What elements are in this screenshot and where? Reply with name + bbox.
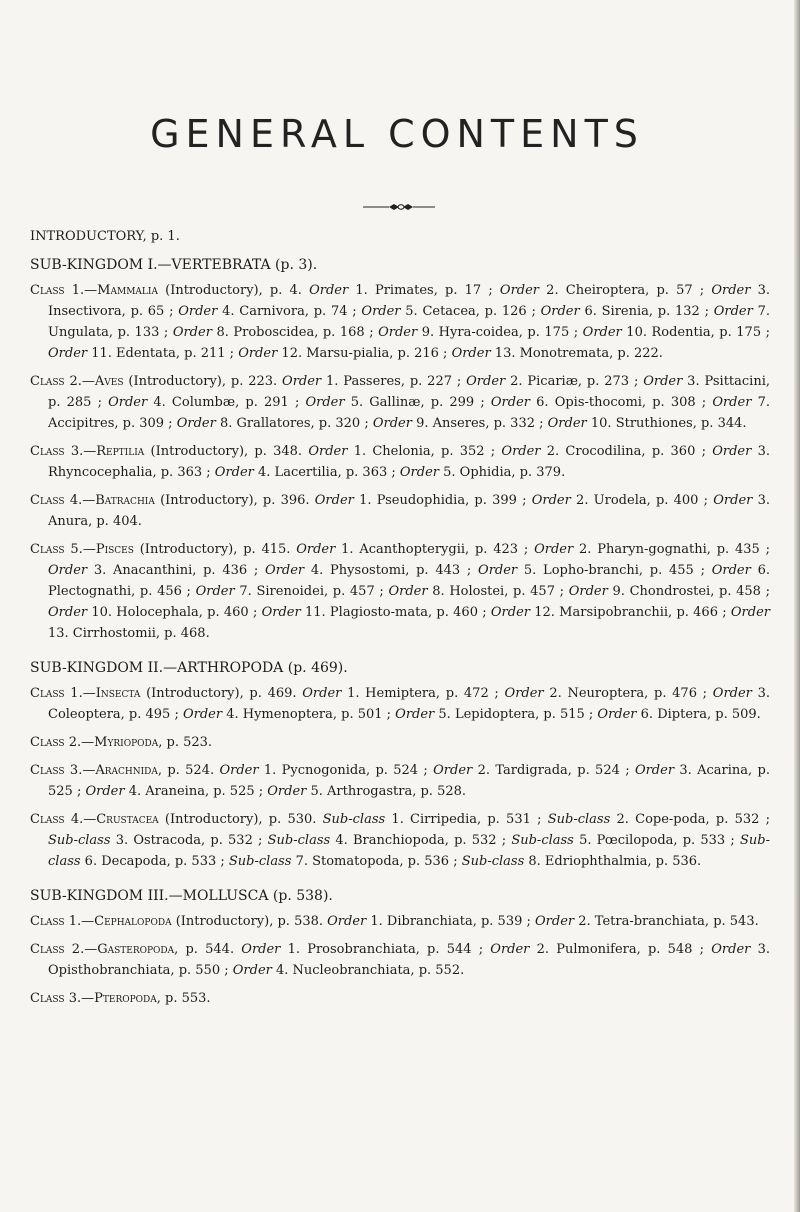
order-keyword: Order xyxy=(490,395,530,410)
contents-body xyxy=(30,226,770,1016)
class-text: , p. 524. xyxy=(157,763,220,778)
order-text: 6. Opis-thocomi, p. 308 ; xyxy=(530,395,713,410)
order-keyword: Order xyxy=(302,686,342,701)
order-text: 4. Physostomi, p. 443 ; xyxy=(304,563,479,578)
order-text: 5. Lopho-branchi, p. 455 ; xyxy=(517,563,712,578)
order-text: 7. Accipitres, p. 309 ; xyxy=(48,395,770,431)
class-entry xyxy=(30,441,770,483)
order-text: 4. Araneina, p. 525 ; xyxy=(124,784,268,799)
order-keyword: Order xyxy=(108,395,148,410)
order-text: 6. Diptera, p. 509. xyxy=(636,707,761,722)
class-entry xyxy=(30,490,770,532)
order-keyword: Order xyxy=(48,563,88,578)
order-text: 2. Picariæ, p. 273 ; xyxy=(505,374,644,389)
order-keyword: Order xyxy=(712,444,752,459)
class-text: , p. 544. xyxy=(174,942,242,957)
order-text: 5. Pœcilopoda, p. 533 ; xyxy=(573,833,740,848)
order-text: 6. Sirenia, p. 132 ; xyxy=(579,304,714,319)
order-text: 1. Hemiptera, p. 472 ; xyxy=(341,686,505,701)
class-label: Class 3.— xyxy=(30,991,95,1006)
order-text: 2. Crocodilina, p. 360 ; xyxy=(540,444,713,459)
class-entry xyxy=(30,911,770,932)
class-text: (Introductory), p. 396. xyxy=(154,493,315,508)
subkingdom-heading: SUB-KINGDOM II.—ARTHROPODA (p. 469). xyxy=(30,660,348,676)
order-keyword: Order xyxy=(305,395,345,410)
order-keyword: Order xyxy=(314,493,354,508)
class-name: Pisces xyxy=(95,542,134,557)
class-label: Class 3.— xyxy=(30,444,97,459)
class-label: Class 2.— xyxy=(30,942,98,957)
order-keyword: Order xyxy=(490,605,530,620)
order-keyword: Order xyxy=(241,942,281,957)
order-keyword: Order xyxy=(466,374,506,389)
order-keyword: Sub-class xyxy=(48,833,111,848)
order-keyword: Order xyxy=(282,374,322,389)
class-label: Class 2.— xyxy=(30,735,95,750)
order-text: 3. Ostracoda, p. 532 ; xyxy=(110,833,268,848)
order-text: 12. Marsipobranchii, p. 466 ; xyxy=(529,605,731,620)
order-text: 3. Opisthobranchiata, p. 550 ; xyxy=(48,942,770,978)
class-text: (Introductory), p. 530. xyxy=(158,812,323,827)
order-text: 1. Primates, p. 17 ; xyxy=(348,283,500,298)
order-text: 3. Insectivora, p. 65 ; xyxy=(48,283,771,319)
page-title: GENERAL CONTENTS xyxy=(150,112,644,156)
order-text: 4. Columbæ, p. 291 ; xyxy=(147,395,306,410)
order-keyword: Order xyxy=(547,416,587,431)
order-keyword: Order xyxy=(195,584,235,599)
order-keyword: Order xyxy=(378,325,418,340)
order-text: 3. Acarina, p. 525 ; xyxy=(48,763,770,799)
class-text: (Introductory), p. 223. xyxy=(123,374,283,389)
class-entry xyxy=(30,539,770,644)
class-name: Pteropoda xyxy=(94,991,157,1006)
order-keyword: Order xyxy=(582,325,622,340)
class-name: Arachnida xyxy=(95,763,158,778)
order-text: 3. Anacanthini, p. 436 ; xyxy=(87,563,266,578)
class-name: Aves xyxy=(94,374,124,389)
order-keyword: Sub-class xyxy=(228,854,292,869)
order-keyword: Order xyxy=(597,707,637,722)
order-text: 4. Carnivora, p. 74 ; xyxy=(217,304,362,319)
class-label: Class 2.— xyxy=(30,374,95,389)
class-entry xyxy=(30,809,770,872)
order-text: 5. Gallinæ, p. 299 ; xyxy=(344,395,491,410)
order-keyword: Order xyxy=(531,493,571,508)
class-entry xyxy=(30,988,770,1009)
order-text: 3. Anura, p. 404. xyxy=(48,493,770,529)
order-keyword: Order xyxy=(309,283,349,298)
order-keyword: Sub-class xyxy=(547,812,611,827)
order-text: 13. Cirrhostomii, p. 468. xyxy=(48,626,210,641)
order-text: 5. Cetacea, p. 126 ; xyxy=(400,304,541,319)
order-text: 13. Monotremata, p. 222. xyxy=(490,346,663,361)
order-keyword: Order xyxy=(534,542,574,557)
class-entry xyxy=(30,939,770,981)
order-keyword: Order xyxy=(713,304,753,319)
class-name: Mammalia xyxy=(97,283,158,298)
class-text: (Introductory), p. 415. xyxy=(133,542,297,557)
order-text: 7. Stomatopoda, p. 536 ; xyxy=(291,854,462,869)
order-keyword: Order xyxy=(451,346,491,361)
order-text: 10. Struthiones, p. 344. xyxy=(586,416,747,431)
order-text: 7. Sirenoidei, p. 457 ; xyxy=(234,584,389,599)
class-label: Class 4.— xyxy=(30,812,97,827)
order-text: 5. Lepidoptera, p. 515 ; xyxy=(434,707,598,722)
order-text: 7. Ungulata, p. 133 ; xyxy=(48,304,770,340)
order-text: 1. Cirripedia, p. 531 ; xyxy=(385,812,548,827)
class-text: , p. 553. xyxy=(156,991,211,1006)
order-keyword: Order xyxy=(433,763,473,778)
order-text: 8. Edriophthalmia, p. 536. xyxy=(524,854,702,869)
order-text: 10. Rodentia, p. 175 ; xyxy=(621,325,771,340)
order-text: 11. Edentata, p. 211 ; xyxy=(87,346,239,361)
class-name: Myriopoda xyxy=(94,735,159,750)
order-keyword: Order xyxy=(261,605,301,620)
order-keyword: Order xyxy=(399,465,439,480)
order-keyword: Order xyxy=(712,686,752,701)
class-text: , p. 523. xyxy=(158,735,213,750)
order-keyword: Order xyxy=(85,784,125,799)
class-label: Class 4.— xyxy=(30,493,96,508)
order-keyword: Order xyxy=(308,444,348,459)
order-keyword: Order xyxy=(712,395,752,410)
order-text: 6. Decapoda, p. 533 ; xyxy=(80,854,229,869)
order-text: 2. Tetra-branchiata, p. 543. xyxy=(574,914,759,929)
order-keyword: Order xyxy=(478,563,518,578)
order-text: 5. Ophidia, p. 379. xyxy=(439,465,566,480)
order-text: 4. Hymenoptera, p. 501 ; xyxy=(222,707,396,722)
class-label: Class 5.— xyxy=(30,542,96,557)
class-name: Insecta xyxy=(95,686,141,701)
order-text: 2. Neuroptera, p. 476 ; xyxy=(543,686,713,701)
class-label: Class 1.— xyxy=(30,283,98,298)
order-text: 1. Passeres, p. 227 ; xyxy=(321,374,467,389)
class-entry xyxy=(30,683,770,725)
order-keyword: Order xyxy=(265,563,305,578)
class-label: Class 3.— xyxy=(30,763,96,778)
order-text: 5. Arthrogastra, p. 528. xyxy=(306,784,467,799)
order-keyword: Order xyxy=(296,542,336,557)
subkingdom-heading: SUB-KINGDOM I.—VERTEBRATA (p. 3). xyxy=(30,257,318,273)
order-keyword: Order xyxy=(172,325,212,340)
order-text: 2. Cheiroptera, p. 57 ; xyxy=(539,283,712,298)
order-keyword: Order xyxy=(395,707,435,722)
order-keyword: Order xyxy=(713,493,753,508)
order-keyword: Order xyxy=(711,563,751,578)
order-text: 1. Dibranchiata, p. 539 ; xyxy=(366,914,536,929)
class-label: Class 1.— xyxy=(30,686,96,701)
order-keyword: Order xyxy=(48,605,88,620)
order-keyword: Order xyxy=(327,914,367,929)
order-text: 9. Hyra-coidea, p. 175 ; xyxy=(417,325,583,340)
order-keyword: Order xyxy=(504,686,544,701)
subkingdom-heading: SUB-KINGDOM III.—MOLLUSCA (p. 538). xyxy=(30,888,333,904)
order-keyword: Order xyxy=(361,304,401,319)
order-text: 2. Pulmonifera, p. 548 ; xyxy=(529,942,712,957)
class-entry xyxy=(30,371,770,434)
order-keyword: Order xyxy=(178,304,218,319)
order-keyword: Order xyxy=(490,942,530,957)
class-text: (Introductory), p. 538. xyxy=(171,914,328,929)
order-text: 3. Rhyncocephalia, p. 363 ; xyxy=(48,444,770,480)
class-text: (Introductory), p. 469. xyxy=(140,686,303,701)
class-name: Reptilia xyxy=(96,444,145,459)
order-keyword: Order xyxy=(238,346,278,361)
order-text: 3. Psittacini, p. 285 ; xyxy=(48,374,770,410)
order-keyword: Order xyxy=(634,763,675,778)
order-text: 12. Marsu-pialia, p. 216 ; xyxy=(277,346,452,361)
order-keyword: Order xyxy=(568,584,608,599)
order-text: 4. Nucleobranchiata, p. 552. xyxy=(271,963,465,978)
order-keyword: Order xyxy=(372,416,412,431)
class-name: Cephalopoda xyxy=(94,914,172,929)
page-edge xyxy=(794,0,800,1212)
order-text: 4. Branchiopoda, p. 532 ; xyxy=(330,833,512,848)
class-text: (Introductory), p. 348. xyxy=(144,444,309,459)
order-keyword: Order xyxy=(711,283,751,298)
order-keyword: Order xyxy=(711,942,751,957)
order-keyword: Order xyxy=(388,584,428,599)
class-name: Gasteropoda xyxy=(97,942,175,957)
order-keyword: Order xyxy=(643,374,683,389)
order-keyword: Order xyxy=(48,346,88,361)
subkingdom-list xyxy=(30,255,770,1009)
order-keyword: Sub-class xyxy=(461,854,525,869)
order-text: 3. Coleoptera, p. 495 ; xyxy=(48,686,771,722)
order-keyword: Order xyxy=(535,914,575,929)
order-text: 1. Pseudophidia, p. 399 ; xyxy=(353,493,532,508)
order-keyword: Order xyxy=(499,283,540,298)
order-text: 8. Holostei, p. 457 ; xyxy=(427,584,569,599)
class-name: Batrachia xyxy=(95,493,155,508)
class-entry xyxy=(30,760,770,802)
order-keyword: Sub-class xyxy=(48,833,770,869)
order-text: 1. Pycnogonida, p. 524 ; xyxy=(258,763,434,778)
class-entry xyxy=(30,280,770,364)
introduction-entry: INTRODUCTORY, p. 1. xyxy=(30,229,180,244)
order-keyword: Order xyxy=(267,784,307,799)
order-keyword: Order xyxy=(232,963,272,978)
order-text: 2. Urodela, p. 400 ; xyxy=(570,493,714,508)
order-keyword: Order xyxy=(730,605,770,620)
class-label: Class 1.— xyxy=(30,914,95,929)
ornament-rule-icon xyxy=(363,202,435,212)
order-text: 10. Holocephala, p. 460 ; xyxy=(87,605,262,620)
order-keyword: Sub-class xyxy=(511,833,574,848)
class-entry xyxy=(30,732,770,753)
class-name: Crustacea xyxy=(96,812,159,827)
order-text: 9. Anseres, p. 332 ; xyxy=(411,416,548,431)
order-keyword: Order xyxy=(501,444,541,459)
order-keyword: Order xyxy=(176,416,216,431)
order-keyword: Order xyxy=(219,763,259,778)
order-text: 8. Grallatores, p. 320 ; xyxy=(215,416,373,431)
order-text: 9. Chondrostei, p. 458 ; xyxy=(607,584,770,599)
order-text: 8. Proboscidea, p. 168 ; xyxy=(211,325,379,340)
class-text: (Introductory), p. 4. xyxy=(157,283,310,298)
order-text: 6. Plectognathi, p. 456 ; xyxy=(48,563,770,599)
order-text: 4. Lacertilia, p. 363 ; xyxy=(253,465,400,480)
order-keyword: Order xyxy=(182,707,223,722)
order-text: 2. Cope-poda, p. 532 ; xyxy=(610,812,770,827)
order-keyword: Sub-class xyxy=(322,812,386,827)
order-keyword: Order xyxy=(214,465,254,480)
order-text: 1. Prosobranchiata, p. 544 ; xyxy=(280,942,491,957)
order-keyword: Sub-class xyxy=(267,833,331,848)
order-keyword: Order xyxy=(540,304,580,319)
order-text: 11. Plagiosto-mata, p. 460 ; xyxy=(300,605,491,620)
order-text: 1. Chelonia, p. 352 ; xyxy=(347,444,502,459)
order-text: 2. Tardigrada, p. 524 ; xyxy=(472,763,635,778)
order-text: 1. Acanthopterygii, p. 423 ; xyxy=(335,542,535,557)
order-text: 2. Pharyn-gognathi, p. 435 ; xyxy=(573,542,770,557)
